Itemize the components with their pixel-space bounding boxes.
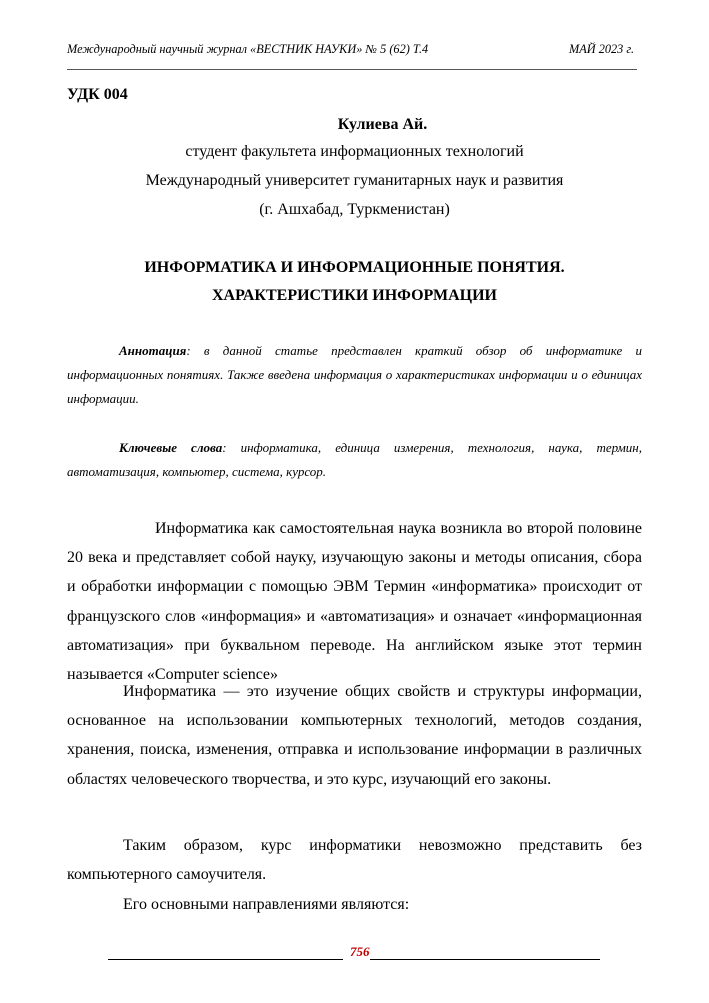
footer-rule-right [370, 959, 600, 960]
issue-date: МАЙ 2023 г. [569, 42, 635, 56]
annotation-label: Аннотация [119, 343, 187, 358]
annotation-text: : в данной статье представлен краткий обзор об информатике и информационных понятиях. Также введена информация о характеристиках информации и о единицах информации. [67, 343, 642, 406]
article-title-line-1: ИНФОРМАТИКА И ИНФОРМАЦИОННЫЕ ПОНЯТИЯ. [144, 259, 565, 276]
body-paragraph-1: Информатика как самостоятельная наука возникла во второй половине 20 века и представляет собой науку, изучающую законы и методы описания, сбора и обработки информации с помощью ЭВМ Термин «информатика» происходит от французского слов «информация» и «автоматизация» и означает «информационная автоматизация» при буквальном переводе. На английском языке этот термин называется «Computer science» [67, 520, 642, 684]
body-paragraph-3: Таким образом, курс информатики невозможно представить без компьютерного самоучителя. [67, 837, 642, 884]
author-name: Кулиева Ай. [337, 116, 428, 133]
udk-code: УДК 004 [67, 86, 128, 103]
footer-rule-left [108, 959, 343, 960]
author-location: (г. Ашхабад, Туркменистан) [259, 201, 450, 218]
author-university: Международный университет гуманитарных наук и развития [145, 172, 564, 189]
annotation [67, 339, 642, 411]
body-paragraph-4: Его основными направлениями являются: [123, 896, 410, 913]
journal-header: Международный научный журнал «ВЕСТНИК НАУКИ» № 5 (62) Т.4 [67, 42, 429, 56]
keywords-label: Ключевые слова [119, 440, 223, 455]
header-divider [67, 69, 637, 70]
article-title-line-2: ХАРАКТЕРИСТИКИ ИНФОРМАЦИИ [211, 287, 497, 304]
keywords-text: : информатика, единица измерения, технология, наука, термин, автоматизация, компьютер, система, курсор. [67, 440, 642, 479]
page-number: 756 [350, 944, 370, 959]
body-paragraph-2: Информатика — это изучение общих свойств и структуры информации, основанное на использовании компьютерных технологий, методов создания, хранения, поиска, изменения, отправка и использование информации в различных областях человеческого творчества, и это курс, изучающий его законы. [67, 683, 642, 788]
author-position: студент факультета информационных технологий [185, 143, 524, 160]
keywords [67, 436, 642, 484]
page-footer [108, 944, 600, 964]
